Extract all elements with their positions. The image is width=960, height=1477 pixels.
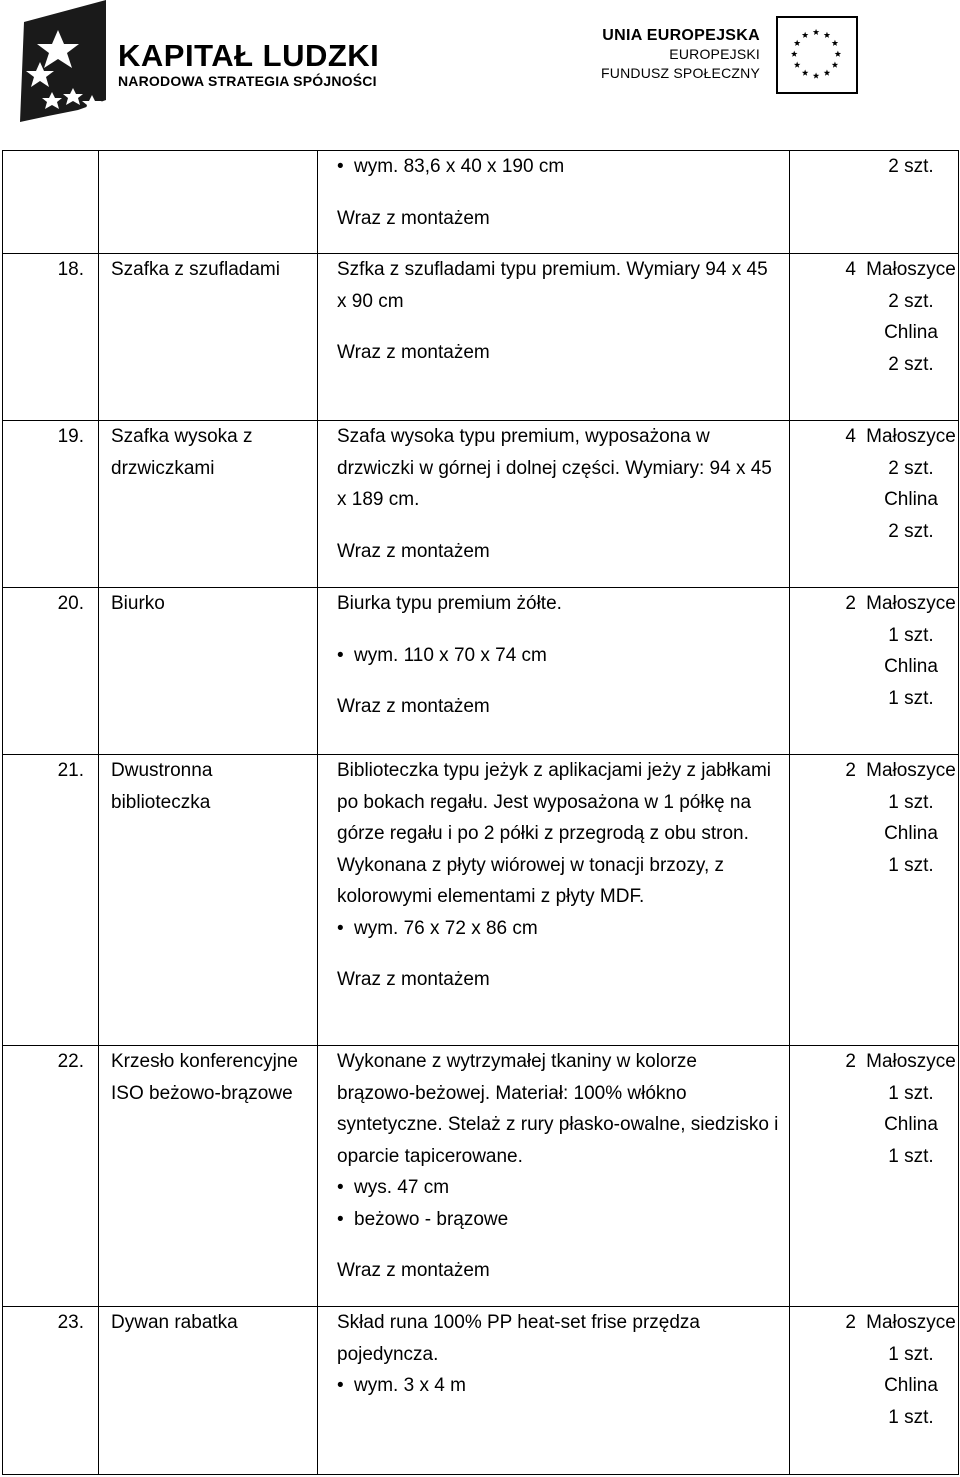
quantity-locations xyxy=(864,588,958,714)
quantity-locations xyxy=(864,421,958,547)
quantity-cell xyxy=(790,755,959,1046)
quantity-cell xyxy=(790,421,959,588)
location-quantity: 1 szt. xyxy=(888,1406,934,1428)
location-quantity: 1 szt. xyxy=(888,687,934,709)
eu-line-social-fund: FUNDUSZ SPOŁECZNY xyxy=(601,65,760,81)
description-text: Wraz z montażem xyxy=(337,1260,490,1281)
quantity-total: 2 xyxy=(845,1312,856,1333)
location-name: Chlina xyxy=(884,823,938,844)
item-name-cell xyxy=(99,1307,318,1475)
paragraph-spacer xyxy=(337,944,779,964)
bullet-dot-icon: • xyxy=(337,644,344,666)
location-quantity: 2 szt. xyxy=(888,457,934,479)
item-name: Krzesło konferencyjne ISO beżowo-brązowe xyxy=(111,1051,298,1104)
location-name: Małoszyce xyxy=(866,1312,956,1333)
item-number: 19. xyxy=(57,426,84,447)
item-name: Dwustronna biblioteczka xyxy=(111,760,213,813)
bullet-text: wym. 83,6 x 40 x 190 cm xyxy=(354,156,565,177)
eu-star-icon xyxy=(794,40,800,46)
bullet-text: wys. 47 cm xyxy=(354,1177,450,1198)
item-number-cell xyxy=(3,588,99,755)
bullet-item xyxy=(337,1370,779,1402)
table-row xyxy=(3,421,959,588)
quantity-total xyxy=(790,151,864,183)
table-row xyxy=(3,588,959,755)
location-quantity: 2 szt. xyxy=(888,353,934,375)
quantity-locations xyxy=(864,151,958,183)
item-name-cell xyxy=(99,588,318,755)
quantity-total: 2 xyxy=(845,593,856,614)
location-name: Chlina xyxy=(884,1114,938,1135)
item-description-cell xyxy=(318,755,790,1046)
location-name: Małoszyce xyxy=(866,426,956,447)
eu-star-icon xyxy=(813,72,819,78)
kapital-ludzki-title: KAPITAŁ LUDZKI xyxy=(118,38,380,73)
item-number-cell xyxy=(3,755,99,1046)
table-row xyxy=(3,1307,959,1475)
quantity-total: 4 xyxy=(845,426,856,447)
description-text: Szafa wysoka typu premium, wyposażona w drzwiczki w górnej i dolnej części. Wymiary: 94 x 45 x 189 cm. xyxy=(337,426,772,510)
item-description-cell xyxy=(318,1307,790,1475)
item-number-cell xyxy=(3,1307,99,1475)
eu-line-european: EUROPEJSKI xyxy=(669,46,760,62)
description-text: Wraz z montażem xyxy=(337,342,490,363)
description-text: Szfka z szufladami typu premium. Wymiary 94 x 45 x 90 cm xyxy=(337,259,768,312)
item-name: Szafka z szufladami xyxy=(111,259,280,280)
eu-star-icon xyxy=(794,62,800,68)
location-quantity: 2 szt. xyxy=(888,156,934,177)
table-row xyxy=(3,1046,959,1307)
description-text: Wraz z montażem xyxy=(337,969,490,990)
quantity-cell xyxy=(790,1046,959,1307)
kapital-ludzki-logo-icon xyxy=(18,0,118,122)
description-text: Skład runa 100% PP heat-set frise przędza pojedyncza. xyxy=(337,1312,700,1365)
eu-star-icon xyxy=(824,70,830,76)
paragraph-spacer xyxy=(337,1235,779,1255)
paragraph-spacer xyxy=(337,671,779,691)
quantity-total: 2 xyxy=(845,760,856,781)
bullet-item xyxy=(337,151,779,183)
quantity-cell xyxy=(790,254,959,421)
item-number: 21. xyxy=(57,760,84,781)
item-number-cell xyxy=(3,151,99,254)
item-name: Biurko xyxy=(111,593,165,614)
item-name-cell xyxy=(99,254,318,421)
eu-star-icon xyxy=(824,32,830,38)
location-name: Małoszyce xyxy=(866,593,956,614)
quantity-total: 2 xyxy=(845,1051,856,1072)
eu-star-icon xyxy=(832,40,838,46)
bullet-text: wym. 110 x 70 x 74 cm xyxy=(354,644,547,666)
item-number-cell xyxy=(3,254,99,421)
description-text: Biblioteczka typu jeżyk z aplikacjami jeży z jabłkami po bokach regału. Jest wyposażona w 1 półkę na górze regału i po 2 półki z przegrodą z obu stron. Wykonana z płyty wiórowej w tonacji brzozy, z kolorowymi elementami z płyty MDF. xyxy=(337,760,771,907)
eu-star-icon xyxy=(791,51,797,57)
location-quantity: 1 szt. xyxy=(888,854,934,876)
item-name-cell xyxy=(99,151,318,254)
bullet-dot-icon: • xyxy=(337,156,344,177)
quantity-total: 4 xyxy=(845,259,856,280)
item-number: 20. xyxy=(57,593,84,614)
page-header xyxy=(0,0,960,130)
bullet-item xyxy=(337,1204,779,1236)
bullet-dot-icon: • xyxy=(337,917,344,939)
quantity-cell xyxy=(790,151,959,254)
description-text: Biurka typu premium żółte. xyxy=(337,593,562,614)
description-text: Wykonane z wytrzymałej tkaniny w kolorze brązowo-beżowej. Materiał: 100% włókno syntetyczne. Stelaż z rury płasko-owalne, siedzisko i oparcie tapicerowane. xyxy=(337,1051,779,1167)
kapital-ludzki-subtitle: NARODOWA STRATEGIA SPÓJNOŚCI xyxy=(118,73,377,89)
eu-star-icon xyxy=(832,62,838,68)
bullet-item xyxy=(337,913,779,945)
bullet-item xyxy=(337,640,779,672)
quantity-locations xyxy=(864,1307,958,1433)
quantity-wrapper xyxy=(790,254,958,380)
bullet-text: wym. 76 x 72 x 86 cm xyxy=(354,917,538,939)
location-quantity: 1 szt. xyxy=(888,1343,934,1365)
bullet-item xyxy=(337,1172,779,1204)
quantity-wrapper xyxy=(790,588,958,714)
eu-line-union: UNIA EUROPEJSKA xyxy=(602,27,760,44)
description-text: Wraz z montażem xyxy=(337,540,490,562)
location-name: Chlina xyxy=(884,656,938,677)
quantity-locations xyxy=(864,254,958,380)
location-name: Małoszyce xyxy=(866,760,956,781)
item-name: Dywan rabatka xyxy=(111,1312,238,1333)
location-quantity: 1 szt. xyxy=(888,624,934,646)
item-number: 22. xyxy=(57,1051,84,1072)
item-description-cell xyxy=(318,1046,790,1307)
item-number-cell xyxy=(3,421,99,588)
item-number: 18. xyxy=(57,259,84,280)
quantity-cell xyxy=(790,588,959,755)
paragraph-spacer xyxy=(337,620,779,640)
eu-star-icon xyxy=(802,70,808,76)
bullet-dot-icon: • xyxy=(337,1375,344,1396)
quantity-locations xyxy=(864,1046,958,1172)
location-quantity: 1 szt. xyxy=(888,1082,934,1104)
quantity-wrapper xyxy=(790,1046,958,1172)
description-text: Wraz z montażem xyxy=(337,207,490,229)
quantity-wrapper xyxy=(790,1307,958,1433)
location-name: Chlina xyxy=(884,489,938,510)
location-quantity: 2 szt. xyxy=(888,520,934,542)
items-table-body xyxy=(3,151,959,1475)
paragraph-spacer xyxy=(337,183,779,203)
location-name: Chlina xyxy=(884,1375,938,1396)
description-text: Wraz z montażem xyxy=(337,696,490,717)
quantity-wrapper xyxy=(790,755,958,881)
items-table xyxy=(2,150,959,1475)
bullet-dot-icon: • xyxy=(337,1177,344,1198)
table-row xyxy=(3,755,959,1046)
location-quantity: 1 szt. xyxy=(888,791,934,813)
item-description-cell xyxy=(318,421,790,588)
location-name: Małoszyce xyxy=(866,259,956,280)
location-name: Chlina xyxy=(884,322,938,343)
location-quantity: 1 szt. xyxy=(888,1145,934,1167)
bullet-text: wym. 3 x 4 m xyxy=(354,1375,466,1396)
location-quantity: 2 szt. xyxy=(888,290,934,312)
quantity-wrapper xyxy=(790,421,958,547)
bullet-dot-icon: • xyxy=(337,1208,344,1230)
paragraph-spacer xyxy=(337,516,779,536)
eu-fund-label xyxy=(601,26,760,83)
quantity-locations xyxy=(864,755,958,881)
eu-star-icon xyxy=(813,29,819,35)
item-name-cell xyxy=(99,421,318,588)
bullet-text: beżowo - brązowe xyxy=(354,1208,509,1230)
item-description-cell xyxy=(318,588,790,755)
location-name: Małoszyce xyxy=(866,1051,956,1072)
item-description-cell xyxy=(318,151,790,254)
table-row xyxy=(3,254,959,421)
table-row xyxy=(3,151,959,254)
item-number-cell xyxy=(3,1046,99,1307)
quantity-cell xyxy=(790,1307,959,1475)
eu-flag-icon xyxy=(776,16,858,94)
eu-star-icon xyxy=(835,51,841,57)
item-name-cell xyxy=(99,1046,318,1307)
item-name-cell xyxy=(99,755,318,1046)
eu-star-icon xyxy=(802,32,808,38)
item-description-cell xyxy=(318,254,790,421)
quantity-wrapper xyxy=(790,151,958,183)
item-number: 23. xyxy=(57,1312,84,1333)
item-name: Szafka wysoka z drzwiczkami xyxy=(111,426,253,479)
paragraph-spacer xyxy=(337,317,779,337)
